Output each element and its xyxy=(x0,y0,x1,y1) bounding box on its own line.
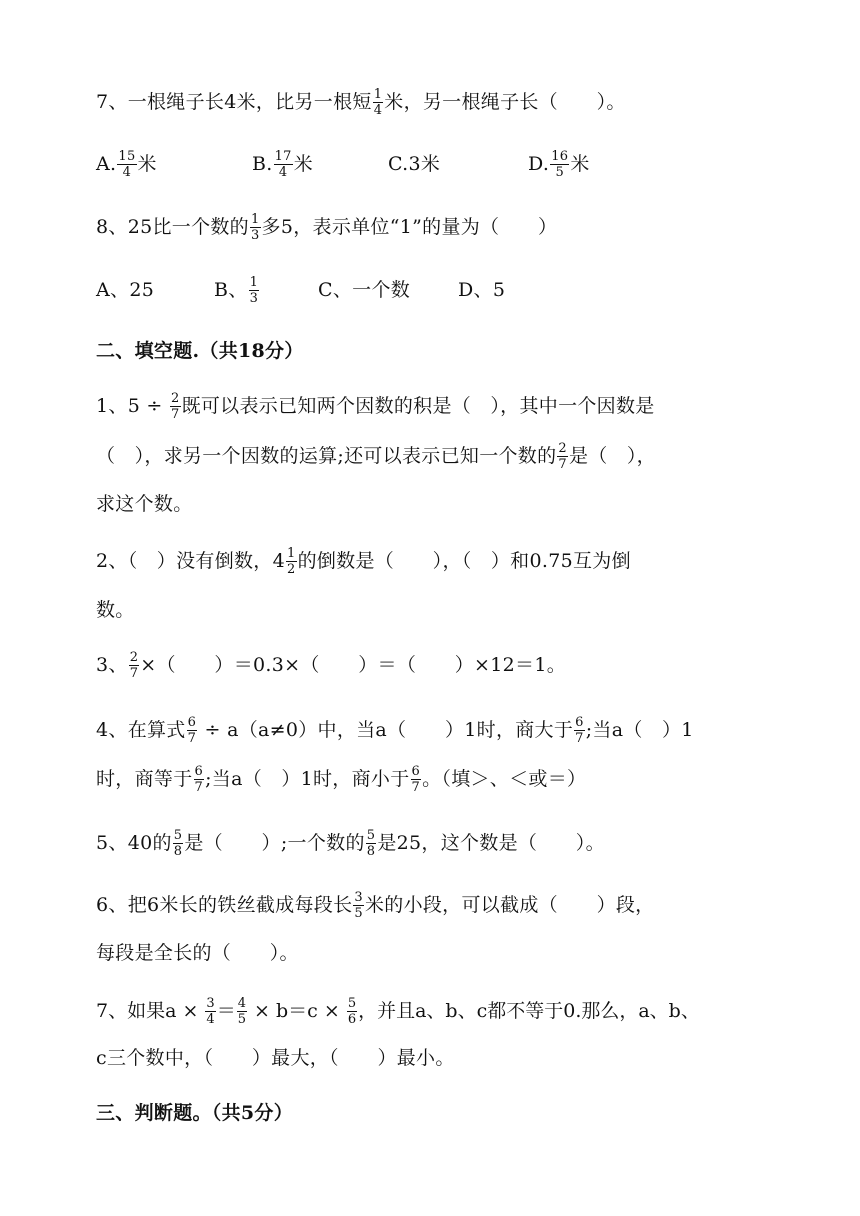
fraction: $\frac{6}{7}$ xyxy=(411,763,421,795)
fill-1-line-1: 1、5 ÷ $\frac{2}{7}$ 既可以表示已知两个因数的积是（ ），其中一个因数是 xyxy=(96,390,655,422)
fill-7-line-2: c三个数中，（ ）最大，（ ）最小。 xyxy=(96,1047,455,1069)
option-c[interactable]: C、一个数 xyxy=(318,279,411,301)
fraction: $\frac{17}{4}$ xyxy=(274,148,292,180)
section-heading-fill-blank: 二、填空题.（共18分） xyxy=(96,340,304,362)
fraction: $\frac{5}{6}$ xyxy=(347,995,357,1027)
fill-3: 3、 $\frac{2}{7}$ ×（ ）＝0.3×（ ）＝（ ）×12＝1。 xyxy=(96,649,567,681)
option-b[interactable]: B、 $\frac{1}{3}$ xyxy=(214,274,259,306)
fill-4-line-2: 时，商等于 $\frac{6}{7}$ ;当a（ ）1时，商小于 $\frac{6}{7}$ 。（填＞、＜或＝） xyxy=(96,763,587,795)
fill-2-line-2: 数。 xyxy=(96,599,135,621)
fraction: $\frac{3}{4}$ xyxy=(206,995,215,1027)
fill-1-line-3: 求这个数。 xyxy=(96,493,193,515)
fraction: $\frac{5}{8}$ xyxy=(173,827,183,859)
fraction: $\frac{15}{4}$ xyxy=(118,148,136,180)
fraction: $\frac{6}{7}$ xyxy=(187,714,197,746)
fraction: $\frac{16}{5}$ xyxy=(551,148,569,180)
option-b[interactable]: B. $\frac{17}{4}$ 米 xyxy=(252,148,314,180)
fraction: $\frac{2}{7}$ xyxy=(170,390,180,422)
fraction: $\frac{5}{8}$ xyxy=(366,827,376,859)
question-7-choice: 7、一根绳子长4米，比另一根短 $\frac{1}{4}$ 米，另一根绳子长（ ）。 xyxy=(96,86,626,118)
fill-2-line-1: 2、（ ）没有倒数，4 $\frac{1}{2}$ 的倒数是（ ），（ ）和0.75互为倒 xyxy=(96,545,631,577)
fraction: $\frac{1}{3}$ xyxy=(250,211,260,243)
section-heading-judge: 三、判断题。（共5分） xyxy=(96,1102,294,1124)
fraction: $\frac{6}{7}$ xyxy=(194,763,204,795)
option-c[interactable]: C.3米 xyxy=(388,153,441,175)
fraction: $\frac{4}{5}$ xyxy=(237,995,246,1027)
fill-6-line-2: 每段是全长的（ ）。 xyxy=(96,942,299,964)
option-d[interactable]: D. $\frac{16}{5}$ 米 xyxy=(528,148,590,180)
fill-6-line-1: 6、把6米长的铁丝截成每段长 $\frac{3}{5}$ 米的小段，可以截成（ ）段， xyxy=(96,889,655,921)
option-a[interactable]: A. $\frac{15}{4}$ 米 xyxy=(96,148,157,180)
option-d[interactable]: D、5 xyxy=(458,279,506,301)
option-a[interactable]: A、25 xyxy=(96,279,155,301)
fraction: $\frac{1}{3}$ xyxy=(249,274,259,306)
fraction: $\frac{2}{7}$ xyxy=(558,440,567,472)
fraction: $\frac{6}{7}$ xyxy=(575,714,584,746)
fraction: $\frac{1}{2}$ xyxy=(286,545,296,577)
question-8: 8、25比一个数的 $\frac{1}{3}$ 多5，表示单位“1”的量为（ ） xyxy=(96,211,558,243)
fraction: $\frac{1}{4}$ xyxy=(373,86,383,118)
fill-4-line-1: 4、在算式 $\frac{6}{7}$ ÷ a（a≠0）中，当a（ ）1时，商大于 $\frac{6}{7}$ ;当a（ ）1 xyxy=(96,714,694,746)
fraction: $\frac{2}{7}$ xyxy=(129,649,139,681)
fraction: $\frac{3}{5}$ xyxy=(354,889,363,921)
fill-1-line-2: （ ），求另一个因数的运算;还可以表示已知一个数的 $\frac{2}{7}$ 是（ ）， xyxy=(96,440,656,472)
fill-5: 5、40的 $\frac{5}{8}$ 是（ ）;一个数的 $\frac{5}{8}$ 是25，这个数是（ ）。 xyxy=(96,827,605,859)
fill-7-line-1: 7、如果a × $\frac{3}{4}$ ＝ $\frac{4}{5}$ × b＝c × $\frac{5}{6}$ ，并且a、b、c都不等于0.那么，a、b、 xyxy=(96,995,700,1027)
